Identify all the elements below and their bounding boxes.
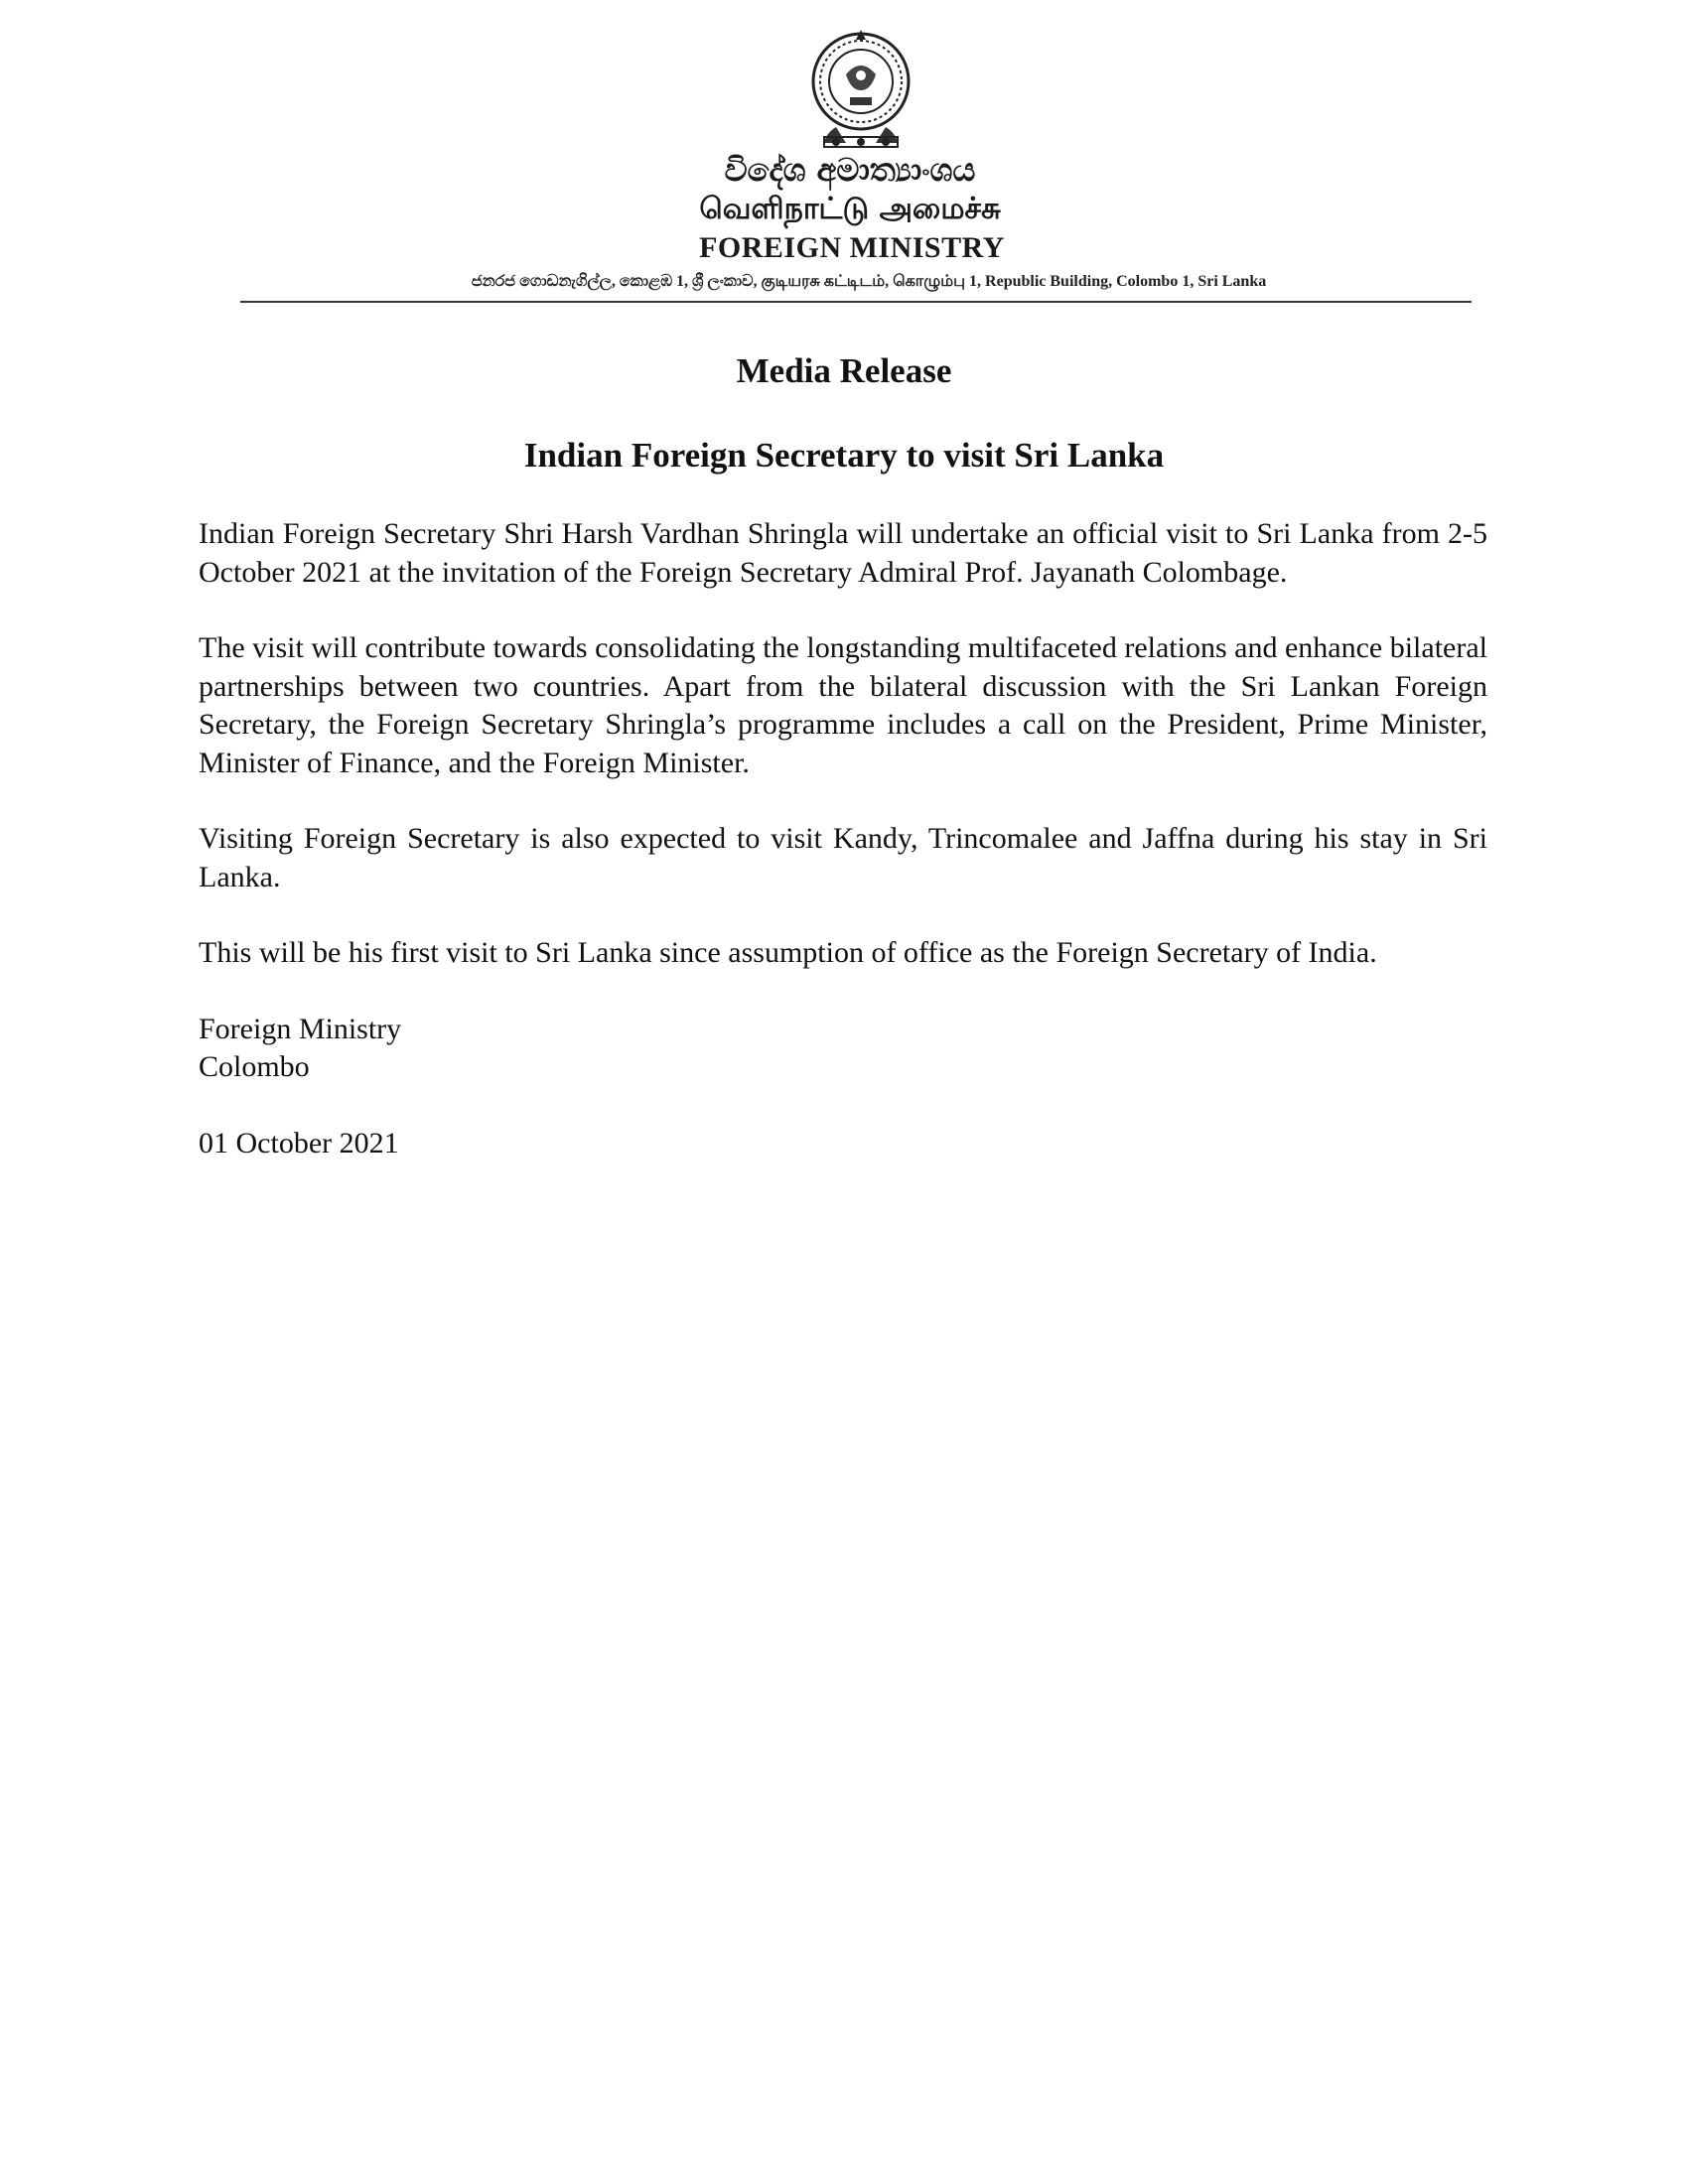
signoff-block bbox=[199, 1011, 1487, 1087]
letterhead-divider bbox=[240, 301, 1472, 303]
letterhead bbox=[0, 0, 1688, 308]
body-paragraph: The visit will contribute towards consolidating the longstanding multifaceted relations and enhance bilateral partnerships between two countries. Apart from the bilateral discussion with the Sri Lankan Foreign Secretary, the Foreign Secretary Shringla’s programme includes a call on the President, Prime Minister, Minister of Finance, and the Foreign Minister. bbox=[199, 631, 1487, 779]
document-title: Indian Foreign Secretary to visit Sri Lanka bbox=[523, 436, 1165, 475]
ministry-address: ජනරජ ගොඩනැගිල්ල, කොළඹ 1, ශ්‍රී ලංකාව, குடியரசு கட்டிடம், கொழும்பு 1, Republic Building, Colombo 1, Sri Lanka bbox=[471, 273, 1267, 290]
ministry-name-sinhala: විදේශ අමාත්‍යාංශය bbox=[724, 151, 976, 189]
signoff-city: Colombo bbox=[199, 1050, 310, 1083]
sri-lanka-emblem-icon bbox=[806, 20, 915, 154]
document-body bbox=[199, 515, 1487, 1162]
ministry-name-tamil: வெளிநாட்டு அமைச்சு bbox=[699, 192, 1001, 226]
document-type-label: Media Release bbox=[736, 351, 952, 390]
body-paragraph: Indian Foreign Secretary Shri Harsh Vardhan Shringla will undertake an official visit to Sri Lanka from 2-5 October 2021 at the invitation of the Foreign Secretary Admiral Prof. Jayanath Colombage. bbox=[199, 517, 1487, 589]
signoff-office: Foreign Ministry bbox=[199, 1012, 402, 1045]
ministry-name-english: FOREIGN MINISTRY bbox=[699, 231, 1005, 264]
body-paragraph: Visiting Foreign Secretary is also expected to visit Kandy, Trincomalee and Jaffna during his stay in Sri Lanka. bbox=[199, 822, 1487, 893]
release-date: 01 October 2021 bbox=[199, 1126, 399, 1160]
body-paragraph: This will be his first visit to Sri Lanka since assumption of office as the Foreign Secretary of India. bbox=[199, 936, 1377, 969]
